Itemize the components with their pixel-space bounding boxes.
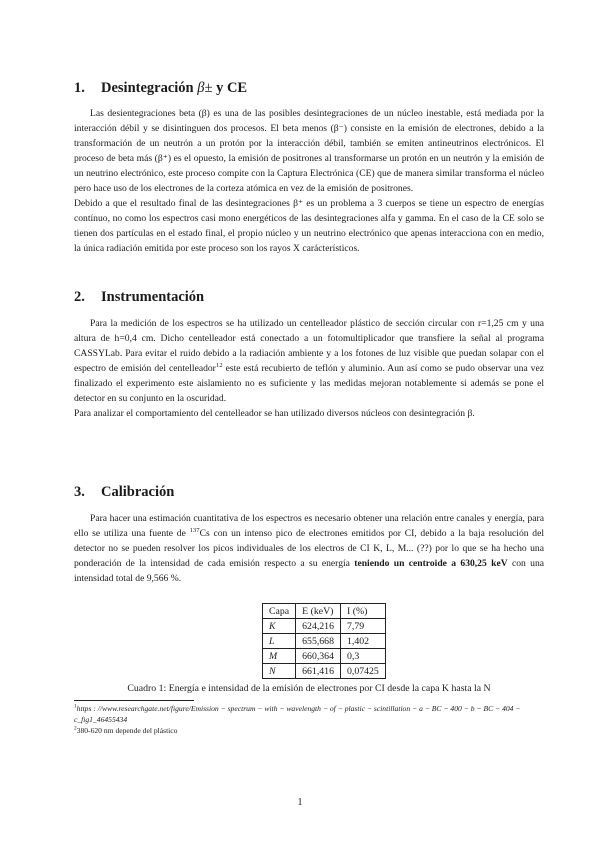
paragraph [74, 316, 544, 406]
paragraph: Debido a que el resultado final de las desintegraciones β⁺ es un problema a 3 cuerpos se tiene un espectro de energías contínuo, no como los espectros casi mono energéticos de las desintegraciones alfa y gamma. En el caso de la CE solo se tienen dos partículas en el estado final, el propio núcleo y un neutrino electrónico que apenas interacciona con en medio, la única radiación emitida por este proceso son los rayos X carácterísticos. [74, 198, 544, 254]
paragraph [74, 511, 544, 586]
table-cell: 660,364 [296, 649, 341, 664]
section-title: Calibración [101, 484, 175, 500]
section-title: Instrumentación [101, 289, 205, 305]
table-cell: 0,3 [340, 649, 385, 664]
table-cell: 1,402 [340, 634, 385, 649]
footnote [74, 725, 549, 736]
energy-table [262, 603, 386, 679]
table-caption: Cuadro 1: Energía e intensidad de la emisión de electrones por CI desde la capa K hasta la N [127, 683, 491, 694]
beta-symbol: β± [197, 80, 213, 96]
table-cell: 7,79 [340, 619, 385, 634]
section-3-heading [74, 484, 174, 501]
section-2-heading [74, 289, 204, 306]
column-header: I (%) [340, 604, 385, 619]
section-1-heading [74, 80, 247, 97]
table-row [263, 619, 386, 634]
table-cell: K [263, 619, 296, 634]
table-header-row [263, 604, 386, 619]
table-cell: 0,07425 [340, 664, 385, 679]
table-cell: 661,416 [296, 664, 341, 679]
footnote-mark: 2 [74, 725, 77, 732]
section-number: 2. [74, 289, 85, 305]
section-2-body [74, 316, 544, 421]
section-number: 3. [74, 484, 85, 500]
footnote-text: 380-620 nm depende del plástico [76, 726, 178, 735]
paragraph-text: este está recubierto de teflón y aluminio. Aun así como se pudo observar una vez finalizado el experimento este aislamiento no es suficiente y las medidas mejoran notablemente si además se pone el detector en su conjunto en la oscuridad. [74, 363, 544, 404]
table-cell: N [263, 664, 296, 679]
table-row [263, 634, 386, 649]
column-header: Capa [263, 604, 296, 619]
table-cell: M [263, 649, 296, 664]
table-cell: 655,668 [296, 634, 341, 649]
table-row [263, 664, 386, 679]
isotope-mass-number: 137 [189, 526, 200, 534]
paragraph-text: Cs con un intenso pico de electrones emitidos por CI, debido a la baja resolución del detector no se pueden resolver los picos individuales de los electros de CI K, L, M... (??) por lo que se ha hecho una ponderación de la intensidad de cada emisión respecto a su energía [74, 528, 544, 569]
footnote-url[interactable]: https : //www.researchgate.net/figure/Emission − spectrum − with − wavelength − of − plastic − scintillation − a − BC − 400 − b − BC − 404 − c_fig1_46455434 [74, 704, 521, 724]
column-header: E (keV) [296, 604, 341, 619]
table-cell: 624,216 [296, 619, 341, 634]
paragraph-text: con una intensidad total de 9,566 %. [74, 558, 544, 584]
section-3-body [74, 511, 544, 586]
section-1-body [74, 106, 544, 256]
footnote-ref[interactable]: 12 [215, 361, 223, 369]
footnotes [74, 703, 549, 736]
section-title-suffix: y CE [212, 80, 248, 96]
section-title-prefix: Desintegración [101, 80, 198, 96]
paragraph-text: Para hacer una estimación cuantitativa de los espectros es necesario obtener una relación entre canales y energía, para ello se utiliza una fuente de [74, 513, 544, 539]
footnote [74, 703, 549, 725]
section-number: 1. [74, 80, 85, 96]
page-number: 1 [297, 797, 303, 808]
paragraph: Para analizar el comportamiento del centelleador se han utilizado diversos núcleos con desintegración β. [74, 408, 475, 419]
centroid-highlight: teniendo un centroide a 630,25 keV [354, 558, 508, 569]
table-cell: L [263, 634, 296, 649]
table-row [263, 649, 386, 664]
paragraph: Las desientegraciones beta (β) es una de las posibles desintegraciones de un núcleo inestable, está mediada por la interacción débil y se disintinguen dos procesos. El beta menos (β⁻) consiste en la emisión de electrones, debido a la transformación de un neutrón a un protón por la interacción débil, también se emiten antineutrinos electrónicos. El proceso de beta más (β⁺) es el opuesto, la emisión de positrones al transformarse un protón en un neutrón y la emisión de un neutrino electrónico, este proceso compite con la Captura Electrónica (CE) que de manera similar transforma el núcleo pero hace uso de los electrones de la corteza atómica en vez de la emisión de positrones. [74, 108, 544, 194]
paragraph-text: Para la medición de los espectros se ha utilizado un centelleador plástico de sección circular con r=1,25 cm y una altura de h=0,4 cm. Dicho centelleador está conectado a un fotomultiplicador que transfiere la señal al programa CASSYLab. Para evitar el ruido debido a la radiación ambiente y a los fotones de luz visible que puedan solapar con el espectro de emisión del centelleador [74, 318, 544, 374]
footnote-mark: 1 [74, 703, 77, 710]
footnote-divider [74, 700, 194, 701]
